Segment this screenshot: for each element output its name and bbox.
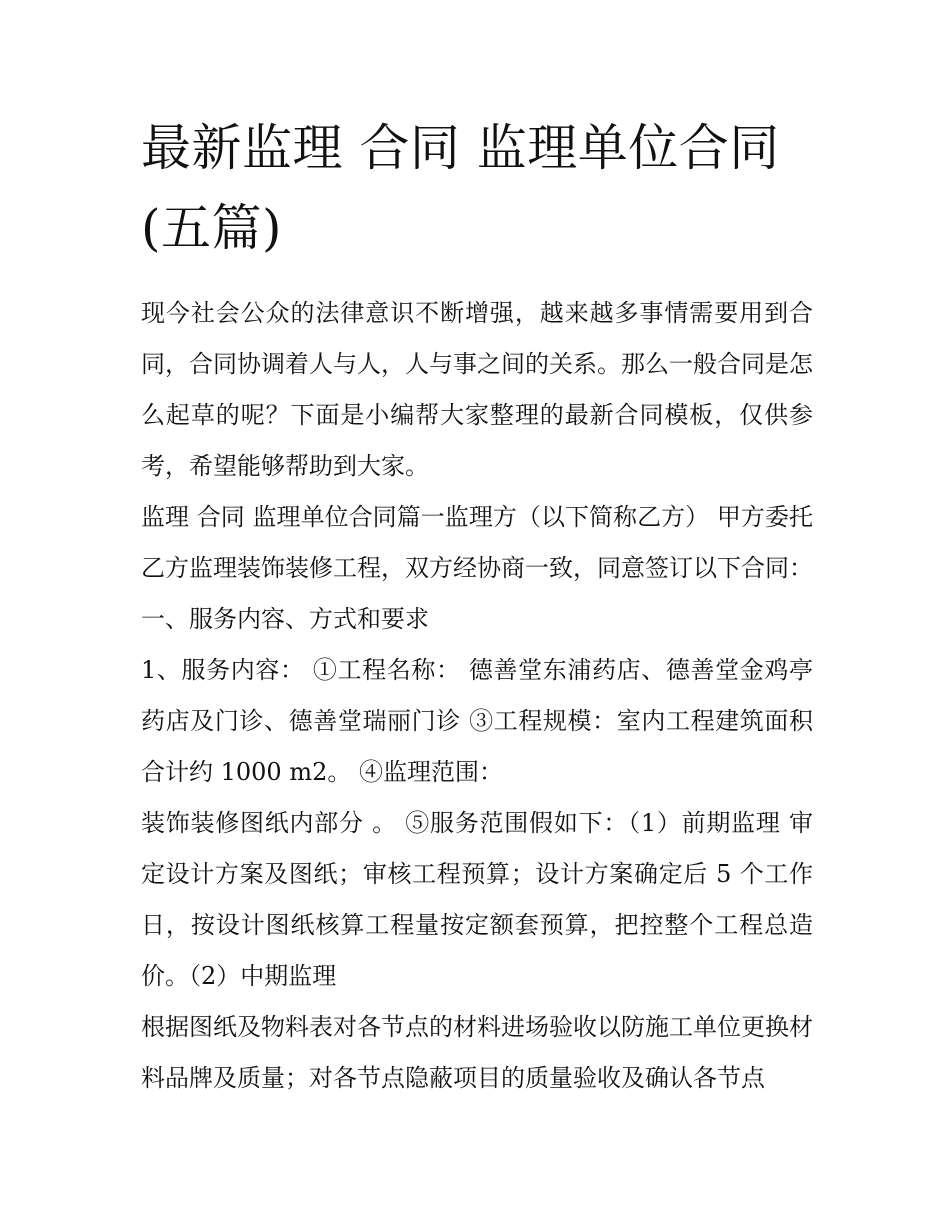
paragraph-intro: 现今社会公众的法律意识不断增强，越来越多事情需要用到合同，合同协调着人与人，人与事之间的关系。那么一般合同是怎么起草的呢？下面是小编帮大家整理的最新合同模板，仅供参考，希望能够帮助到大家。 <box>141 299 813 480</box>
paragraph-material-inspection: 根据图纸及物料表对各节点的材料进场验收以防施工单位更换材料品牌及质量；对各节点隐蔽项目的质量验收及确认各节点 <box>141 1013 813 1092</box>
document-page <box>141 108 813 1104</box>
paragraph-contract-intro: 监理 合同 监理单位合同篇一监理方（以下简称乙方） 甲方委托乙方监理装饰装修工程，双方经协商一致，同意签订以下合同： 一、服务内容、方式和要求 <box>141 503 813 633</box>
paragraph-service-content: 1、服务内容： ①工程名称： 德善堂东浦药店、德善堂金鸡亭药店及门诊、德善堂瑞丽门诊 ③工程规模：室内工程建筑面积 合计约 1000 m2。 ④监理范围： <box>141 656 813 786</box>
document-title: 最新监理 合同 监理单位合同(五篇) <box>141 119 780 257</box>
paragraph-service-scope: 装饰装修图纸内部分 。 ⑤服务范围假如下：（1）前期监理 审定设计方案及图纸；审核工程预算；设计方案确定后 5 个工作日，按设计图纸核算工程量按定额套预算，把控整个工程总造价。（2）中期监理 <box>141 809 813 990</box>
